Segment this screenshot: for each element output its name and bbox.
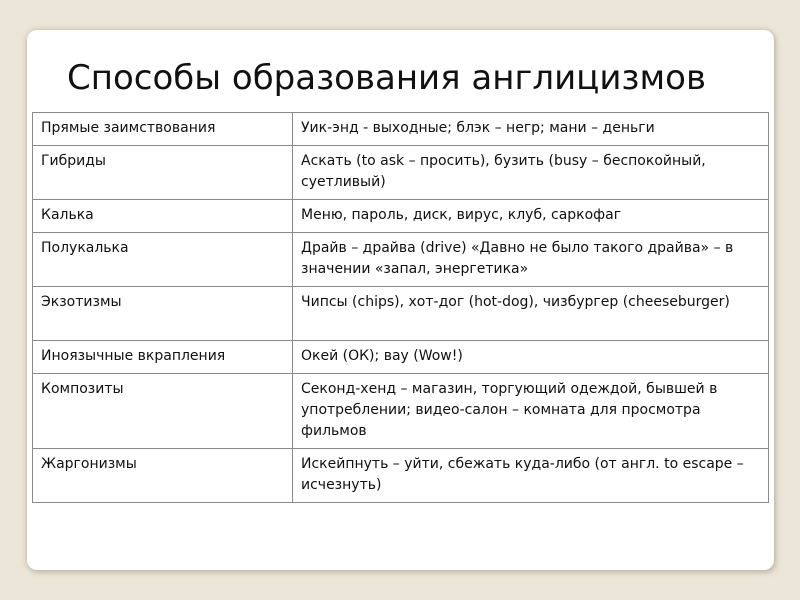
slide-title: Способы образования англицизмов [67, 58, 706, 98]
examples-cell: Искейпнуть – уйти, сбежать куда-либо (от англ. to escape – исчезнуть) [293, 449, 769, 503]
term-cell: Гибриды [33, 146, 293, 200]
anglicism-table [32, 112, 769, 503]
examples-cell: Меню, пароль, диск, вирус, клуб, саркофаг [293, 200, 769, 233]
table-row [33, 341, 769, 374]
table-row [33, 449, 769, 503]
slide-canvas [27, 30, 774, 570]
term-cell: Жаргонизмы [33, 449, 293, 503]
examples-cell: Аскать (to ask – просить), бузить (busy – беспокойный, суетливый) [293, 146, 769, 200]
term-cell: Прямые заимствования [33, 113, 293, 146]
table-row [33, 113, 769, 146]
table-row [33, 287, 769, 341]
examples-cell: Окей (ОК); вау (Wow!) [293, 341, 769, 374]
examples-cell: Уик-энд - выходные; блэк – негр; мани – деньги [293, 113, 769, 146]
examples-cell: Драйв – драйва (drive) «Давно не было такого драйва» – в значении «запал, энергетика» [293, 233, 769, 287]
term-cell: Композиты [33, 374, 293, 449]
term-cell: Полукалька [33, 233, 293, 287]
table-row [33, 146, 769, 200]
term-cell: Иноязычные вкрапления [33, 341, 293, 374]
term-cell: Калька [33, 200, 293, 233]
table-row [33, 233, 769, 287]
table-row [33, 374, 769, 449]
table-row [33, 200, 769, 233]
examples-cell: Чипсы (chips), хот-дог (hot-dog), чизбургер (cheeseburger) [293, 287, 769, 341]
examples-cell: Секонд-хенд – магазин, торгующий одеждой, бывшей в употреблении; видео-салон – комната для просмотра фильмов [293, 374, 769, 449]
term-cell: Экзотизмы [33, 287, 293, 341]
